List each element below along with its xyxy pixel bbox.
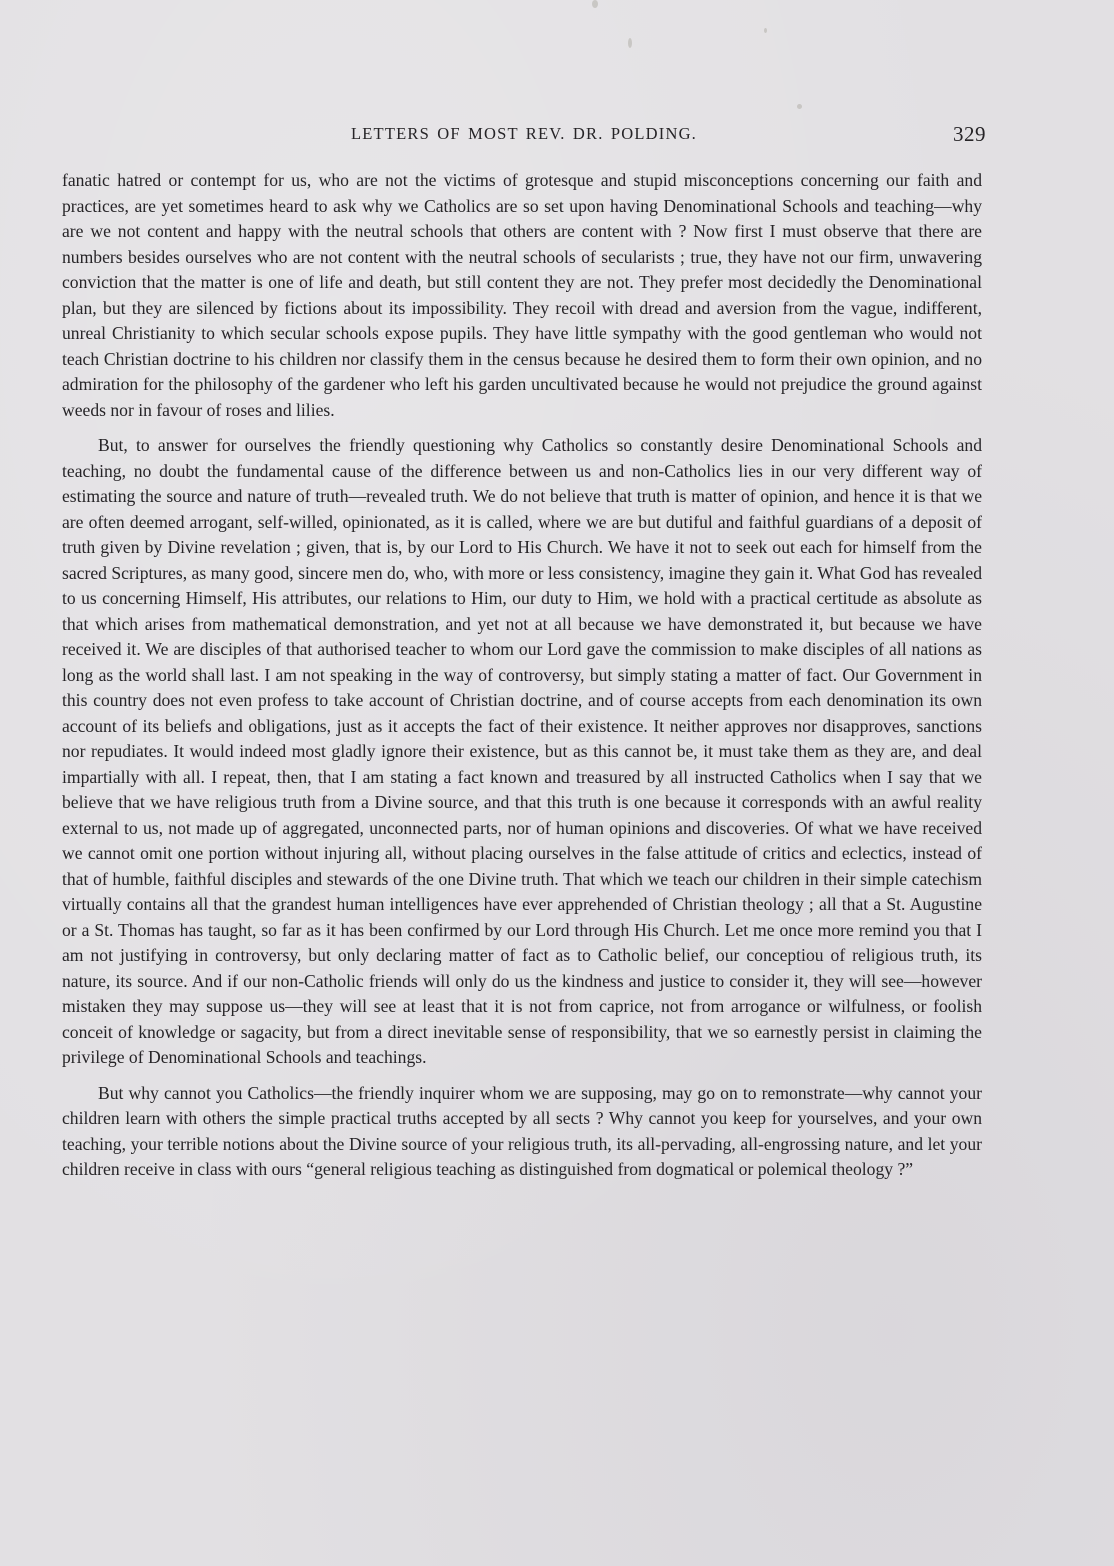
paragraph: But why cannot you Catholics—the friendly inquirer whom we are supposing, may go on to remonstrate—why cannot your children learn with others the simple practical truths accepted by all sects ? Why cannot you keep for yourselves, and your own teaching, your terrible notions about the Divine source of your religious truth, its all-pervading, all-engrossing nature, and let your children receive in class with ours “general religious teaching as distinguished from dogmatical or polemical theology ?” <box>62 1082 982 1179</box>
paper-speck <box>764 28 767 33</box>
paragraph-continued: fanatic hatred or contempt for us, who are not the victims of grotesque and stupid misconceptions concerning our faith and practices, are yet sometimes heard to ask why we Catholics are so set upon having Denominational Schools and teaching—why are we not content and happy with the neutral schools that others are content with ? Now first I must observe that there are numbers besides ourselves who are not content with the neutral schools of secularists ; true, they have not our firm, unwavering conviction that the matter is one of life and death, but still content they are not. They prefer most decidedly the Denominational plan, but they are silenced by fictions about its impossibility. They recoil with dread and aversion from the vague, indifferent, unreal Christianity to which secular schools expose pupils. They have little sympathy with the good gentleman who would not teach Christian doctrine to his children nor classify them in the census because he desired them to form their own opinion, and no admiration for the philosophy of the gardener who left his garden uncultivated because he would not prejudice the ground against weeds nor in favour of roses and lilies. <box>62 170 982 420</box>
paragraph: But, to answer for ourselves the friendly questioning why Catholics so constantly desire Denominational Schools and teaching, no doubt the fundamental cause of the difference between us and non-Catholics lies in our very different way of estimating the source and nature of truth—revealed truth. We do not believe that truth is matter of opinion, and hence it is that we are often deemed arrogant, self-willed, opinionated, as it is called, where we are but dutiful and faithful guardians of a deposit of truth given by Divine revelation ; given, that is, by our Lord to His Church. We have it not to seek out each for himself from the sacred Scriptures, as many good, sincere men do, who, with more or less consistency, imagine they gain it. What God has revealed to us concerning Himself, His attributes, our relations to Him, our duty to Him, we hold with a practical certitude as absolute as that which arises from mathematical demonstration, and yet not at all because we have demonstrated it, but because we have received it. We are disciples of that authorised teacher to whom our Lord gave the commission to make disciples of all nations as long as the world shall last. I am not speaking in the way of controversy, but simply stating a matter of fact. Our Government in this country does not even profess to take account of Christian doctrine, and of course accepts from each denomination its own account of its beliefs and obligations, just as it accepts the fact of their existence. It neither approves nor disapproves, sanctions nor repudiates. It would indeed most gladly ignore their existence, but as this cannot be, it must take them as they are, and deal impartially with all. I repeat, then, that I am stating a fact known and treasured by all instructed Catholics when I say that we believe that we have religious truth from a Divine source, and that this truth is one because it corresponds with an awful reality external to us, not made up of aggregated, unconnected parts, nor of human opinions and discoveries. Of what we have received we cannot omit one portion without injuring all, without placing ourselves in the false attitude of critics and eclectics, instead of that of humble, faithful disciples and stewards of the one Divine truth. That which we teach our children in their simple catechism virtually contains all that the grandest human intelligences have ever apprehended of Christian theology ; all that a St. Augustine or a St. Thomas has taught, so far as it has been confirmed by our Lord through His Church. Let me once more remind you that I am not justifying in controversy, but only declaring matter of fact as to Catholic belief, our conceptiou of religious truth, its nature, its source. And if our non-Catholic friends will only do us the kindness and justice to consider it, they will see—however mistaken they may suppose us—they will see at least that it is not from caprice, not from arrogance or wilfulness, or foolish conceit of knowledge or sagacity, but from a direct inevitable sense of responsibility, that we so earnestly persist in claiming the privilege of Denominational Schools and teachings. <box>62 435 982 1067</box>
running-title: LETTERS OF MOST REV. DR. POLDING. <box>350 124 698 143</box>
body-text <box>62 168 982 1193</box>
paper-speck <box>592 0 598 8</box>
paper-speck <box>797 104 802 109</box>
page-number: 329 <box>953 122 986 146</box>
running-head <box>62 122 986 150</box>
paper-speck <box>628 38 632 48</box>
